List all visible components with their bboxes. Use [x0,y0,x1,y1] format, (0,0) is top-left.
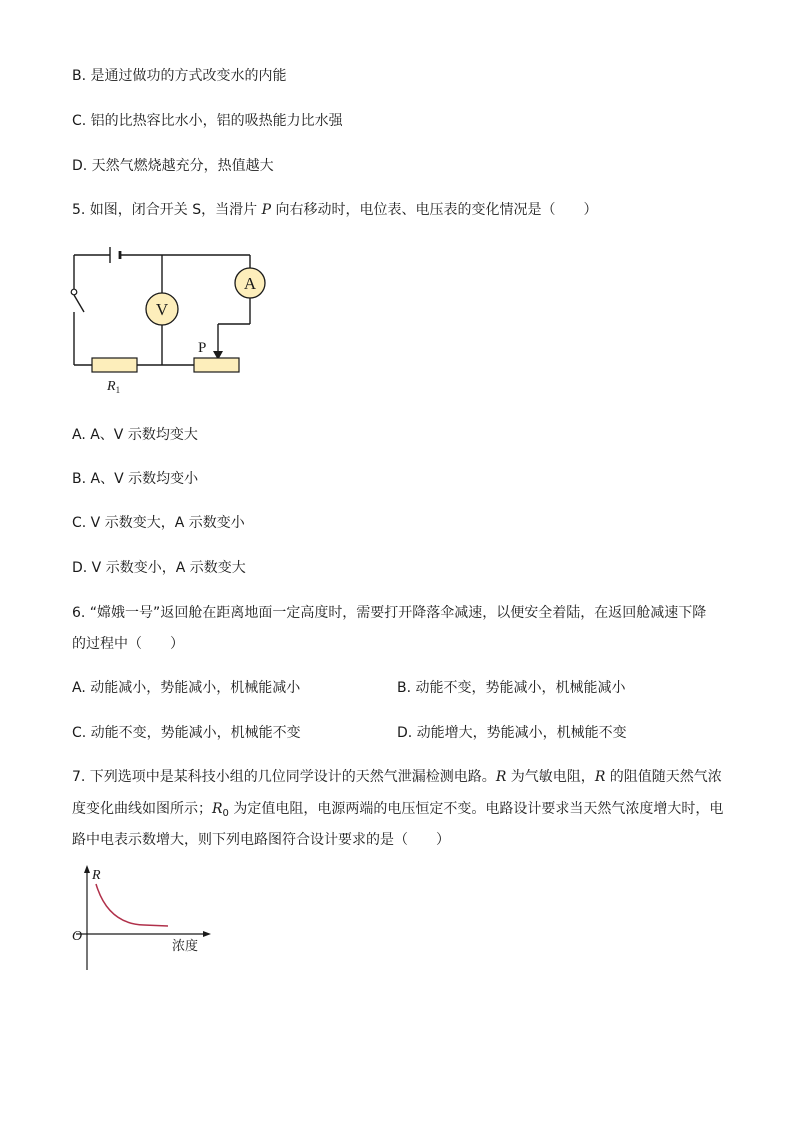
q7-line1-part1: 7. 下列选项中是某科技小组的几位同学设计的天然气泄漏检测电路。 [72,769,496,785]
slider-label: P [198,340,207,356]
q5-option-a: A. A、V 示数均变大 [72,427,198,443]
q7-r0-subscript: 0 [222,808,229,819]
x-axis-arrow-icon [203,931,211,937]
resistor-r1 [92,358,137,372]
q7-line2-part1: 度变化曲线如图所示； [72,801,212,817]
ammeter-label: A [243,274,257,293]
q7-stem-line1 [72,767,722,787]
q5-stem-p: P [261,202,272,218]
q7-r-symbol-2: R [594,769,606,785]
q6-option-a: A. 动能减小，势能减小，机械能减小 [72,680,301,696]
q4-option-c: C. 铝的比热容比水小，铝的吸热能力比水强 [72,113,343,129]
q5-circuit-diagram [60,240,280,400]
q7-line1-part3: 的阻值随天然气浓 [605,769,722,785]
q7-resistance-concentration-graph [66,862,216,977]
q6-option-c: C. 动能不变，势能减小，机械能不变 [72,725,301,741]
q7-line2-part2: 为定值电阻，电源两端的电压恒定不变。电路设计要求当天然气浓度增大时，电 [228,801,724,817]
q4-option-b: B. 是通过做功的方式改变水的内能 [72,68,287,84]
q7-stem-line2 [72,799,723,824]
q7-line1-part2: 为气敏电阻， [506,769,595,785]
q6-option-b: B. 动能不变，势能减小，机械能减小 [397,680,626,696]
q7-stem-line3: 路中电表示数增大，则下列电路图符合设计要求的是（ ） [72,832,450,848]
q5-stem-part1: 5. 如图，闭合开关 S，当滑片 [72,202,262,218]
q7-r-symbol-1: R [495,769,507,785]
voltmeter [146,293,178,325]
graph-y-label: R [92,868,101,883]
q5-stem [72,200,597,220]
y-axis-arrow-icon [84,865,90,873]
q4-option-d: D. 天然气燃烧越充分，热值越大 [72,158,274,174]
rheostat [194,358,239,372]
battery-symbol [110,247,120,263]
graph-x-label: 浓度 [172,938,199,953]
q6-stem-line2: 的过程中（ ） [72,636,184,652]
graph-decay-curve [96,884,168,926]
q5-stem-part2: 向右移动时，电位表、电压表的变化情况是（ ） [271,202,598,218]
q5-option-c: C. V 示数变大，A 示数变小 [72,515,245,531]
ammeter [235,268,265,298]
q6-stem-line1: 6. “嫦娥一号”返回舱在距离地面一定高度时，需要打开降落伞减速，以便安全着陆，在返回舱减速下降 [72,605,707,621]
q7-r0-symbol: R [212,801,223,817]
switch-symbol [71,289,77,295]
q6-option-d: D. 动能增大，势能减小，机械能不变 [397,725,627,741]
voltmeter-label: V [155,300,169,319]
q5-option-d: D. V 示数变小，A 示数变大 [72,560,246,576]
resistor-label: $R_1$ [107,379,121,395]
q5-option-b: B. A、V 示数均变小 [72,471,199,487]
graph-origin-label: O [72,929,83,944]
